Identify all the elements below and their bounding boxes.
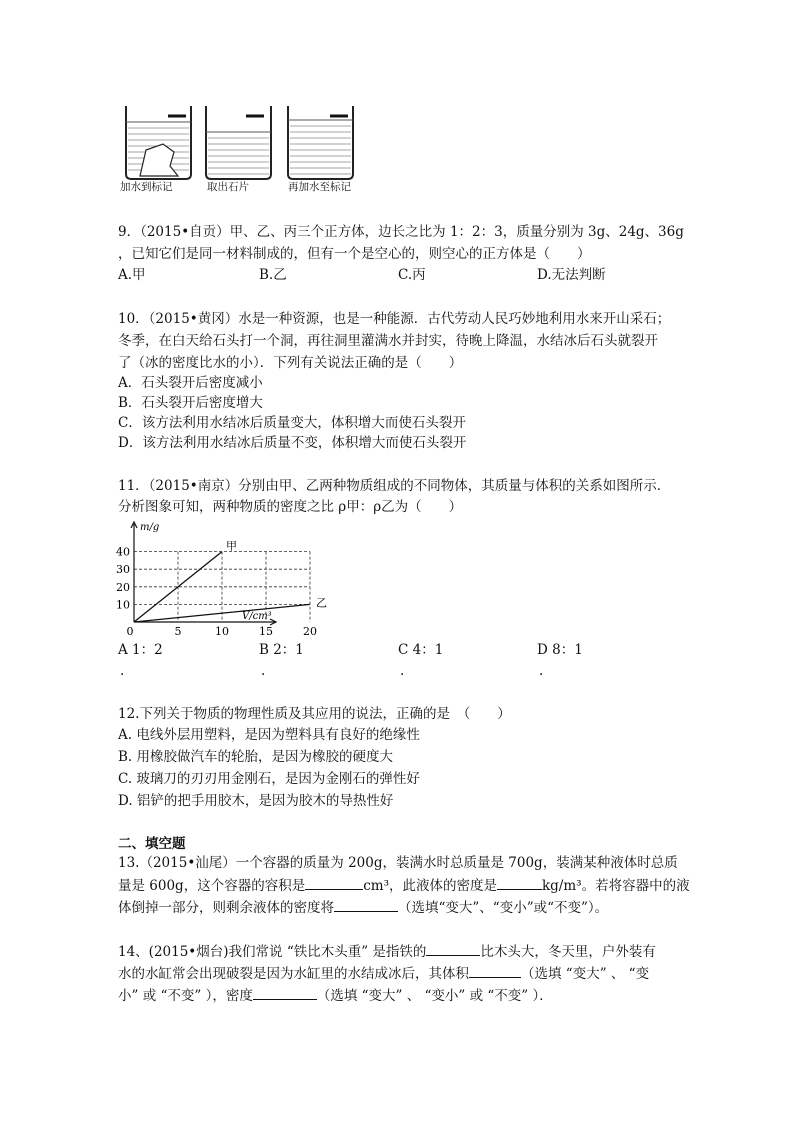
q13-line2-text-a: 量是 600g，这个容器的容积是 xyxy=(118,878,306,894)
x-tick-label: 5 xyxy=(174,625,182,638)
q14-line1-text-a: 14、(2015•烟台)我们常说 “铁比木头重” 是指铁的 xyxy=(118,944,427,960)
y-tick-label: 10 xyxy=(116,598,130,612)
q13-line3-text-a: 体倒掉一部分，则剩余液体的密度将 xyxy=(118,900,334,916)
beaker-label-1: 加水到标记 xyxy=(120,181,173,193)
q13-volume-blank[interactable] xyxy=(305,875,363,890)
q12-option-c: C. 玻璃刀的刃刃用金刚石，是因为金刚石的弹性好 xyxy=(118,771,420,787)
q10-stem-line1: 10．（2015•黄冈）水是一种资源，也是一种能源．古代劳动人民巧妙地利用水来开山采石； xyxy=(118,311,671,327)
q11-option-a: A 1：2 xyxy=(118,642,163,658)
q11-option-c: C 4：1 xyxy=(398,642,444,658)
q14-line2-text-b: （选填 “变大” 、 “变 xyxy=(521,966,650,982)
q13-density-blank[interactable] xyxy=(497,875,542,890)
q14-line3-text-b: （选填 “变大” 、 “变小” 或 “不变” ）． xyxy=(316,988,553,1004)
q13-line2 xyxy=(118,875,690,896)
q13-line2-text-b: cm³，此液体的密度是 xyxy=(363,878,497,894)
q10-option-b: B．石头裂开后密度增大 xyxy=(118,395,263,411)
q14-line3 xyxy=(118,985,553,1006)
q9-stem-line1: 9．（2015•自贡）甲、乙、丙三个正方体，边长之比为 1：2：3，质量分别为 3g、24g、36g xyxy=(118,224,684,240)
q11-option-d-dot: . xyxy=(539,663,544,679)
q11-stem-line2: 分析图象可知，两种物质的密度之比 ρ甲：ρ乙为（ ） xyxy=(118,499,463,515)
beaker-3 xyxy=(288,106,353,179)
q10-option-a: A．石头裂开后密度减小 xyxy=(118,375,263,391)
q14-line2-text-a: 水的水缸常会出现破裂是因为水缸里的水结成冰后，其体积 xyxy=(118,966,469,982)
q13-line2-text-c: kg/m³。若将容器中的液 xyxy=(541,878,690,894)
series-label-jia: 甲 xyxy=(226,539,237,553)
q11-option-c-dot: . xyxy=(400,663,405,679)
q13-remaining-density-blank[interactable] xyxy=(334,897,398,912)
y-axis-label: m/g xyxy=(140,522,160,533)
y-tick-label: 20 xyxy=(116,580,130,594)
q11-option-b: B 2：1 xyxy=(259,642,304,658)
x-tick-label: 10 xyxy=(215,625,229,638)
q12-stem: 12.下列关于物质的物理性质及其应用的说法，正确的是 （ ） xyxy=(118,706,511,722)
q14-line3-text-a: 小” 或 “不变” ），密度 xyxy=(118,988,253,1004)
q9-option-d: D.无法判断 xyxy=(537,267,606,283)
x-tick-label: 15 xyxy=(259,625,273,638)
beaker-label-3: 再加水至标记 xyxy=(288,181,351,193)
y-tick-label: 30 xyxy=(116,563,130,577)
x-axis-label: V/cm³ xyxy=(242,611,272,622)
q12-option-a: A. 电线外层用塑料，是因为塑料具有良好的绝缘性 xyxy=(118,727,420,743)
q10-stem-line2: 冬季，在白天给石头打一个洞，再往洞里灌满水并封实，待晚上降温，水结冰后石头就裂开 xyxy=(118,333,658,349)
q9-option-a: A.甲 xyxy=(118,267,146,283)
q10-option-c: C．该方法利用水结冰后质量变大，体积增大而使石头裂开 xyxy=(118,415,466,431)
series-label-yi: 乙 xyxy=(316,596,327,610)
q9-option-c: C.丙 xyxy=(398,267,426,283)
beaker-2 xyxy=(206,106,271,179)
q10-stem-line3: 了（冰的密度比水的小）．下列有关说法正确的是（ ） xyxy=(118,355,463,371)
q13-line3-text-b: （选填“变大”、“变小”或“不变”）。 xyxy=(398,900,609,916)
q14-property-blank[interactable] xyxy=(426,941,480,956)
q13-line1: 13.（2015•汕尾）一个容器的质量为 200g，装满水时总质量是 700g，装满某种液体时总质 xyxy=(118,855,678,871)
q12-option-d: D. 铝铲的把手用胶木，是因为胶木的导热性好 xyxy=(118,793,394,809)
mass-volume-chart xyxy=(112,518,327,638)
q9-stem-line2: ，已知它们是同一材料制成的，但有一个是空心的，则空心的正方体是（ ） xyxy=(118,246,591,262)
q14-line2 xyxy=(118,963,649,984)
q14-line1-text-b: 比木头大，冬天里，户外装有 xyxy=(480,944,656,960)
x-tick-label: 0 xyxy=(126,625,134,638)
q14-density-blank[interactable] xyxy=(253,985,317,1000)
y-tick-label: 40 xyxy=(116,545,130,559)
chart-svg xyxy=(112,518,327,638)
section-fill-in-title: 二、填空题 xyxy=(118,836,186,852)
q14-line1 xyxy=(118,941,656,962)
q13-line3 xyxy=(118,897,608,918)
beaker-label-2: 取出石片 xyxy=(207,181,249,193)
x-tick-label: 20 xyxy=(303,625,317,638)
q11-option-d: D 8：1 xyxy=(537,642,583,658)
q11-option-b-dot: . xyxy=(261,663,266,679)
q14-volume-blank[interactable] xyxy=(469,963,521,978)
q9-option-b: B.乙 xyxy=(259,267,287,283)
q10-option-d: D．该方法利用水结冰后质量不变，体积增大而使石头裂开 xyxy=(118,435,467,451)
q11-stem-line1: 11．（2015•南京）分别由甲、乙两种物质组成的不同物体，其质量与体积的关系如图所示． xyxy=(118,478,671,494)
q12-option-b: B. 用橡胶做汽车的轮胎，是因为橡胶的硬度大 xyxy=(118,749,394,765)
stone-shape xyxy=(140,144,178,176)
beaker-1 xyxy=(126,106,191,179)
q11-option-a-dot: . xyxy=(120,663,125,679)
